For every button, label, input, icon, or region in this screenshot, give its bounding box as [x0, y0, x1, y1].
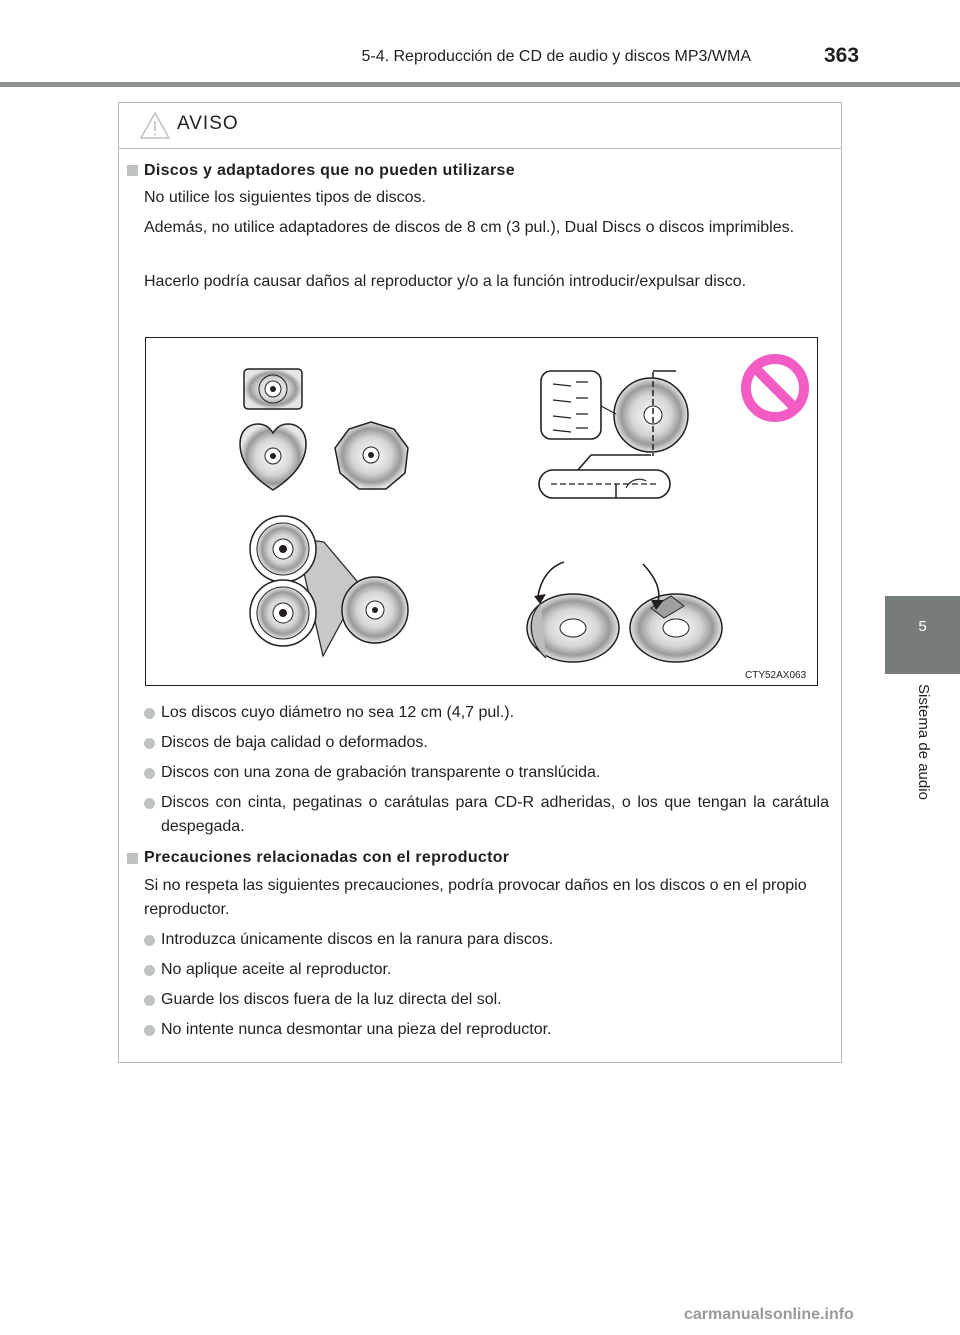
unusable-discs-figure	[145, 337, 818, 686]
chapter-label: Sistema de audio	[915, 684, 932, 800]
section1-bullet-4: Discos con cinta, pegatinas o carátulas para CD-R adheridas, o los que tengan la carátula despegada.	[161, 794, 829, 835]
square-disc	[244, 369, 302, 409]
damaged-discs	[527, 562, 722, 662]
section-marker	[127, 853, 138, 864]
section-marker	[127, 165, 138, 176]
prohibited-icon	[746, 359, 804, 417]
header-rule	[0, 82, 960, 87]
bullet-dot	[144, 965, 155, 976]
warning-title: AVISO	[177, 113, 239, 134]
adapter-discs	[250, 516, 408, 656]
section2-paragraph: Si no respeta las siguientes precauciones, podría provocar daños en los discos o en el propio reproductor.	[144, 877, 807, 918]
dual-disc	[539, 371, 688, 498]
bullet-dot	[144, 768, 155, 779]
chapter-number: 5	[918, 618, 927, 635]
section1-bullet-3: Discos con una zona de grabación transparente o translúcida.	[161, 764, 601, 781]
section2-bullet-3: Guarde los discos fuera de la luz directa del sol.	[161, 991, 502, 1008]
section1-bullet-2: Discos de baja calidad o deformados.	[161, 734, 428, 751]
warning-header	[119, 103, 841, 149]
watermark: carmanualsonline.info	[684, 1306, 854, 1323]
chapter-label-wrap	[885, 674, 960, 824]
bullet-dot	[144, 995, 155, 1006]
section1-paragraph-3: Hacerlo podría causar daños al reproductor y/o a la función introducir/expulsar disco.	[144, 273, 747, 290]
chapter-tab	[885, 596, 960, 674]
page-number: 363	[824, 44, 860, 67]
section-title: 5-4. Reproducción de CD de audio y discos MP3/WMA	[361, 48, 751, 65]
bullet-dot	[144, 1025, 155, 1036]
section2-heading: Precauciones relacionadas con el reproductor	[144, 849, 510, 866]
warning-triangle-icon	[140, 112, 170, 139]
octagon-disc	[335, 422, 408, 489]
figure-code: CTY52AX063	[745, 670, 807, 681]
section1-paragraph-2: Además, no utilice adaptadores de discos de 8 cm (3 pul.), Dual Discs o discos imprimibles.	[144, 219, 795, 236]
section1-heading: Discos y adaptadores que no pueden utilizarse	[144, 162, 515, 179]
bullet-dot	[144, 708, 155, 719]
bullet-dot	[144, 935, 155, 946]
heart-disc	[240, 424, 306, 490]
section2-bullet-1: Introduzca únicamente discos en la ranura para discos.	[161, 931, 554, 948]
section1-bullet-1: Los discos cuyo diámetro no sea 12 cm (4,7 pul.).	[161, 704, 515, 721]
section1-paragraph-1: No utilice los siguientes tipos de discos.	[144, 189, 426, 206]
section2-bullet-4: No intente nunca desmontar una pieza del reproductor.	[161, 1021, 552, 1038]
section2-bullet-2: No aplique aceite al reproductor.	[161, 961, 392, 978]
bullet-dot	[144, 798, 155, 809]
unusable-discs-illustration	[146, 338, 817, 685]
bullet-dot	[144, 738, 155, 749]
